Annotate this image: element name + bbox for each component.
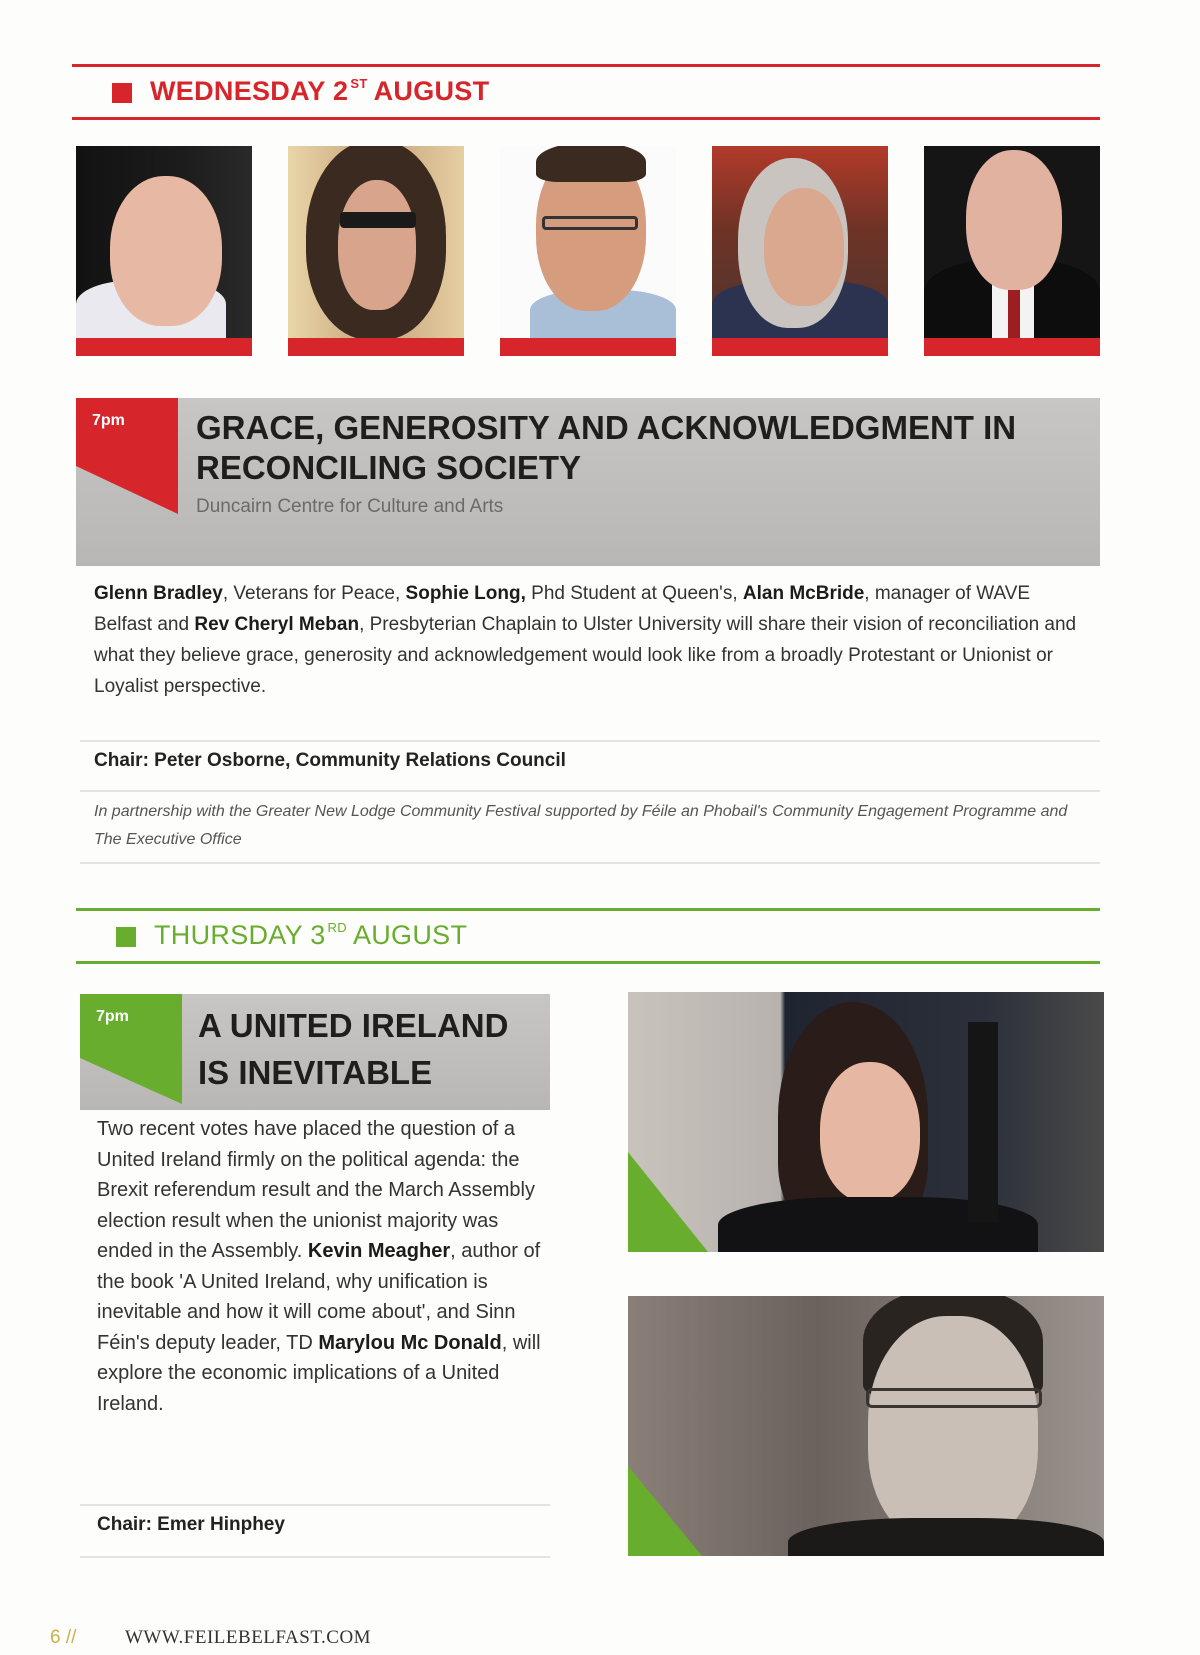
- green-square-icon: [116, 927, 136, 947]
- wednesday-day-header: [72, 64, 1100, 120]
- event-title-block: [76, 398, 1100, 566]
- event-chair: Chair: Emer Hinphey: [97, 1514, 285, 1535]
- thursday-day-header: [76, 908, 1100, 964]
- event-description: Two recent votes have placed the question of a United Ireland firmly on the political agenda: the Brexit referendum result and the March Assembly election result when the unionist majority was ended in the Assembly. Kevin Meagher, author of the book 'A United Ireland, why unification is inevitable and how it will come about', and Sinn Féin's deputy leader, TD Marylou Mc Donald, will explore the economic implications of a United Ireland.: [97, 1118, 541, 1415]
- speaker-photo-sophie-long: [288, 146, 464, 356]
- speaker-photo-glenn-bradley: [76, 146, 252, 356]
- event-time: 7pm: [96, 1008, 129, 1025]
- divider: [80, 790, 1100, 792]
- event-title: A UNITED IRELAND IS INEVITABLE: [198, 1007, 509, 1091]
- wednesday-date: WEDNESDAY 2 $^{ST}$ AUGUST: [150, 76, 490, 106]
- event-time: 7pm: [92, 412, 125, 429]
- green-corner-shape: [628, 1152, 728, 1252]
- thursday-date: THURSDAY 3 $^{RD}$ AUGUST: [154, 920, 468, 950]
- divider: [80, 740, 1100, 742]
- speaker-photo-marylou-mcdonald: [628, 992, 1104, 1252]
- speaker-photo-alan-mcbride: [500, 146, 676, 356]
- partnership-note: In partnership with the Greater New Lodge Community Festival supported by Féile an Phobail's Community Engagement Programme and The Executive Office: [94, 803, 1068, 848]
- page-number: 6 //: [50, 1627, 77, 1648]
- divider: [80, 862, 1100, 864]
- event-description: Glenn Bradley, Veterans for Peace, Sophie Long, Phd Student at Queen's, Alan McBride, manager of WAVE Belfast and Rev Cheryl Meban, Presbyterian Chaplain to Ulster University will share their vision of reconciliation and what they believe grace, generosity and acknowledgement would look like from a broadly Protestant or Unionist or Loyalist perspective.: [94, 583, 1077, 697]
- green-corner-shape: [628, 1466, 728, 1556]
- divider: [80, 1556, 550, 1558]
- event-chair: Chair: Peter Osborne, Community Relations Council: [94, 750, 566, 771]
- website-link[interactable]: WWW.FEILEBELFAST.COM: [125, 1627, 372, 1648]
- event-venue: Duncairn Centre for Culture and Arts: [196, 496, 504, 517]
- speaker-photo-cheryl-meban: [712, 146, 888, 356]
- divider: [80, 1504, 550, 1506]
- red-square-icon: [112, 83, 132, 103]
- event-title: GRACE, GENEROSITY AND ACKNOWLEDGMENT IN RECONCILING SOCIETY: [196, 409, 1017, 487]
- event-title-block: [80, 994, 550, 1110]
- speaker-photo-kevin-meagher: [628, 1296, 1104, 1556]
- speaker-photo-peter-osborne: [924, 146, 1100, 356]
